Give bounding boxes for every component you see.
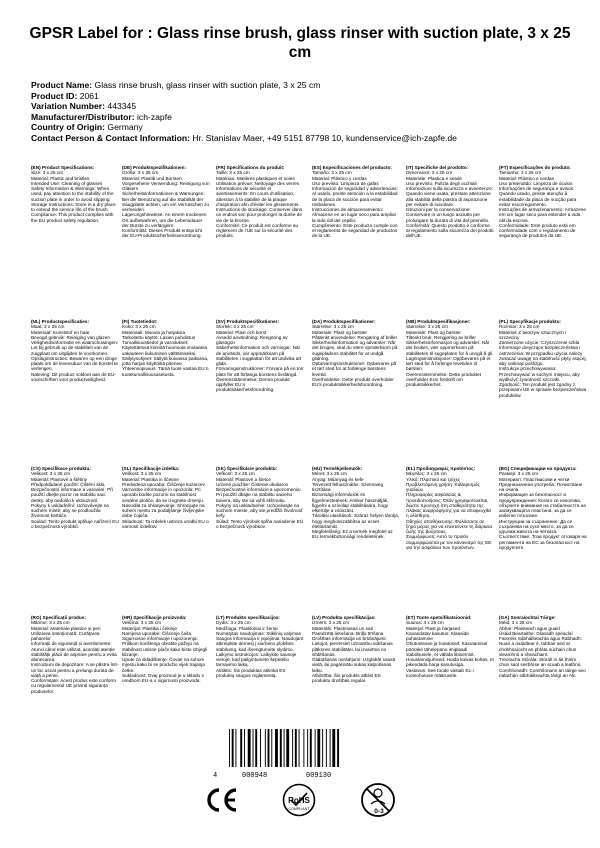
product-info (31, 80, 591, 144)
barcode-bar (307, 729, 308, 767)
spec-heading: (ES) Especificaciones del producto: (312, 165, 392, 170)
barcode-bar (268, 729, 270, 767)
barcode (227, 729, 367, 767)
barcode-bar (253, 729, 254, 767)
spec-heading: (GA) Sonraíochtaí Táirge: (499, 615, 556, 620)
spec-body: Veličina: 3 x 25 cm Materijal: Plastika i čekinje Namjena uporabe: Čišćenje čaša Sigurnosne informacije i upozorenja: Prilikom korištenja obratite pažnju na stabilnost usisne ploče kako biste izbjegli klizanje. Upute za skladištenje: Čuvati na suhom mjestu kako bi se produžio vijek trajanja četke. Sukladnost: Ovaj proizvod je u skladu s uredbom EU-a o sigurnosti proizvoda. (122, 620, 208, 683)
spec-block (406, 165, 494, 239)
barcode-bar (292, 729, 293, 767)
spec-block (499, 615, 587, 678)
barcode-bar (232, 729, 234, 767)
barcode-bar (280, 729, 282, 767)
spec-body: Koko: 3 x 25 cm Materiaali: Muovia ja harjaksia Tarkoitettu käyttö: Lasien puhdistus Turvallisuustiedot ja varoitukset: Käytettäessä kiinnitä huomiota imulaatan vakauteen liukumisen välttämiseksi. Säilytysohjeet: Säilytä kuivassa paikassa, jotta harjan käyttöikä pitenee. Yhteensopivuus: Tämä tuote vastaa EU:n tuoteturvallisuusasetusta. (122, 324, 209, 377)
barcode-bar (244, 729, 245, 767)
info-line (31, 122, 591, 133)
spec-body: Méid: 3 x 25 cm Ábhar: Plaisteach agus guairí Úsáid Beartaithe: Glanadh spéaclaí Faisnéis Sábháilteachta agus Rabhadh: Nuair a úsáidtear é, tabhair aird ar chobhsaíocht an phláta súchain chun sleamhnú a sheachaint. Treoracha Stórála: Stóráil in áit thirim chun saol seirbhíse an scuab a leathnú. Comhlíonadh: Comhlíonann an táirge seo rialachán sábháilteachta táirgí an AE. (499, 620, 586, 678)
spec-body: Mărime: 3 x 25 cm Material: Materiale plastice și peri Utilizarea intenționată: Curățarea paharelor Informații de siguranță și avertismente: Atunci când este utilizat, acordați atenție stabilității plăcii de aspirare pentru a evita alunecarea. Instrucțiuni de depozitare: A se păstra într-un loc uscat pentru a prelungi durata de viață a periei. Conformitate: Acest produs este conform cu regulamentul UE privind siguranța produselor. (31, 620, 119, 694)
rohs-compliant-text: COMPLIANT (288, 807, 310, 811)
spec-body: Μέγεθος: 3 x 25 cm Υλικό: Πλαστικό και τρίχες Προβλεπόμενη χρήση: Καθαρισμός γυαλιών Πληροφορίες ασφάλειας & προειδοποιήσεις: Όταν χρησιμοποιείται, δώστε προσοχή στη σταθερότητα της πλάκας αναρρόφησης για να αποφευχθεί η ολίσθηση. Οδηγίες αποθήκευσης: Φυλάσσετε σε ξηρό μέρος για να επεκτείνετε τη διάρκεια ζωής της βούρτσας. Συμμόρφωση: Αυτό το προϊόν συμμορφώνεται με τον κανονισμό της ΕΕ για την ασφάλεια των προϊόντων. (406, 471, 493, 550)
spec-heading: (PT) Especificações do produto: (499, 165, 571, 170)
spec-heading: (FR) Spécifications du produit: (216, 165, 285, 170)
info-line (31, 91, 591, 102)
spec-block (31, 165, 119, 223)
spec-body: Dimensioni: 3 x 25 cm Materiale: Plastica e setole Uso previsto: Pulizia degli occhiali Informazioni sulla sicurezza e avvertenze: Quando viene usata, prestare attenzione alla stabilità della piastra di aspirazione per evitare di scivolare. Istruzioni per la conservazione: Conservare in un luogo asciutto per prolungare la durata di vita del pennello. Conformità: Questo prodotto è conforme al regolamento sulla sicurezza dei prodotti dell'UE. (406, 170, 494, 239)
spec-heading: (EL) Προδιαγραφές προϊόντος: (406, 466, 476, 471)
spec-body: Taille: 3 x 25 cm Matériau: Matières plastiques et soies Utilisation prévue: Nettoyage des verres Informations de sécurité et avertissements: En cours d'utilisation, attention à la stabilité de la plaque d'aspiration afin d'éviter les glissements. Instructions de stockage: Conserver dans un endroit sec pour prolonger la durée de vie de la brosse. Conformité: Ce produit est conforme au règlement de l'UE sur la sécurité des produits. (216, 170, 303, 239)
barcode-digit-1: 4 (213, 772, 218, 780)
info-value: 2061 (79, 90, 99, 101)
spec-block (312, 319, 400, 387)
info-label: Product Name: (31, 80, 93, 90)
spec-block (312, 165, 400, 239)
spec-body: Méret: 3 x 25 cm Anyag: Műanyag és kefe Tervezett felhasználás: Szemüveg tisztítása Biztonsági információk és figyelmeztetések: Amikor használják, figyelni a szívólap stabilitására, hogy elkerülje a csúszást. Tárolási utasítások: Száraz helyen tárolja, hogy meghosszabbítsa az ecset élettartamát. Megfelelőség: Ez a termék megfelel az EU termékbiztonsági rendeletének. (312, 471, 400, 540)
spec-body: Velikost: 3 x 25 cm Material: Plastika in ščetine Predvidena uporaba: Čiščenje kozarcev Varnostne informacije in opozorila: Pri uporabi bodite pozorni na stabilnost sesalne plošče, da se izognete drsenju. Navodila za shranjevanje: Shranjujte na suhem mestu za podaljšanje življenjske dobe čopiča. Skladnost: Ta izdelek ustreza uredbi EU o varnosti izdelkov. (122, 471, 209, 529)
spec-heading: (LV) Produkta specifikācijas: (312, 615, 376, 620)
spec-heading: (NB) Produktspesifikasjoner: (406, 319, 471, 324)
barcode-bar (286, 729, 289, 767)
barcode-bar (322, 729, 323, 767)
page-title: GPSR Label for : Glass rinse brush, glass rinser with suction plate, 3 x 25 cm (29, 25, 571, 61)
spec-body: Tamaño: 3 x 25 cm Material: Plástico y cerdas Uso previsto: Limpieza de gafas Información de seguridad y advertencias: Al usarlo, preste atención a la estabilidad de la placa de succión para evitar resbalones. Instrucciones de almacenamiento: Almacene en un lugar seco para ampliar la vida útil del cepillo. Cumplimiento: Este producto cumple con el reglamento de seguridad de productos de la UE. (312, 170, 398, 239)
spec-block (406, 466, 494, 550)
barcode-bar (235, 729, 236, 767)
barcode-bar (326, 729, 327, 767)
spec-heading: (CS) Specifikace produktu: (31, 466, 91, 471)
spec-block (216, 466, 304, 529)
spec-heading: (HU) Termékjellemzők: (312, 466, 363, 471)
spec-body: Maat: 3 x 25 cm Materiaal: Kunststof en haar Beoogd gebruik: Reiniging van glazen Veiligheidsinformatie en waarschuwingen: Let bij gebruik op de stabiliteit van de zuigplaat om uitglijden te voorkomen. Opslaginstructies: Bewaren op een droge plaats om de levensduur van de borstel te verlengen. Naleving: Dit product voldoet aan de EU-voorschriften voor productveiligheid. (31, 324, 119, 382)
spec-block (216, 319, 304, 393)
barcode-bar (229, 729, 230, 767)
barcode-bar (303, 729, 304, 767)
spec-block (31, 319, 119, 382)
spec-block (499, 319, 587, 398)
spec-heading: (SV) Produktspecifikationer: (216, 319, 280, 324)
spec-body: Størrelse: 3 x 25 cm Materiale: Plast og børster Påtænkt anvendelse: Rengøring af briller Sikkerhedsinformation og advarsler: Når det bruges, skal du være opmærksom på sugepladens stabilitet for at undgå glidning. Opbevaringsinstruktioner: Opbevares på et tørt sted for at forlænge børstens levetid. Overholdelse: Dette produkt overholder EU's produktsikkerhedsforordning. (312, 324, 398, 387)
info-line (31, 80, 591, 91)
spec-body: Suurus: 3 x 25 cm Materjal: Plast ja harjased Kavandatav kasutus: Klaaside puhastamine Ohutusteave ja hoiatused: Kasutamisel pöörake tähelepanu imiplaadi stabiilsusele, et vältida libisemist. Hoiustamisjuhised: Hoida kuivas kohas, et pikendada harja kasutusiga. Vastavus: See toode vastab EL-i tooteohutuse määrusele. (406, 620, 494, 678)
barcode-bar (317, 729, 320, 767)
barcode-digits-2: 000948 (242, 772, 268, 780)
barcode-bar (284, 729, 285, 767)
info-value: Glass rinse brush, glass rinser with suction plate, 3 x 25 cm (94, 80, 321, 90)
info-label: Manufacturer/Distributor: (31, 111, 135, 122)
spec-body: Tamanho: 3 x 25 cm Material: Plástico e cerdas Uso pretendido: Limpeza de óculos Informações de segurança e avisos: Quando usado, preste atenção à estabilidade da placa de sucção para evitar escorregamento. Instruções de armazenamento: Armazene em um lugar seco para estender a vida útil da escova. Conformidade: Este produto está em conformidade com o regulamento de segurança de produtos da UE. (499, 170, 587, 239)
spec-body: Größe: 3 x 25 cm Material: Plastik und Borsten Vorgesehene Verwendung: Reinigung von Gläsern Sicherheitsinformationen & Warnungen: Bei der Benutzung auf die Stabilität der Saugplatte achten, um ein Verrutschen zu vermeiden. Lagerungshinweise: An einem trockenen Ort aufbewahren, um die Lebensdauer der Bürste zu verlängern. Konformität: Dieses Produkt entspricht der EU-Produktsicherheitsverordnung. (122, 170, 210, 239)
barcode-bar (240, 729, 242, 767)
barcode-bar (332, 729, 335, 767)
info-value: ich-zapfe (137, 111, 172, 122)
info-line (31, 112, 591, 123)
spec-body: Размер: 3 x 25 cm Материал: Пластмасови и четки Предназначена употреба: Почистване на очила Информация за безопасност и предупреждения: Когато се използва, обърнете внимание на стабилността на засмукващата пластина, за да се избегне плъзгане. Инструкции за съхранение: Да се съхранява на сухо място, за да се удължи живота на четката. Съответствие: Този продукт отговаря на регламента на ЕС за безопасност на продуктите. (499, 471, 587, 550)
spec-heading: (IT) Specifiche del prodotto: (406, 165, 469, 170)
barcode-bar (315, 729, 316, 767)
spec-body: Velikost: 3 x 25 cm Materiál: Plastové a štětiny Předpokládané použití: Čištění skla Bezpečnostní informace a varování: Při použití dbejte pozor na stabilitu sací desky, aby nedošlo k uklouznutí. Pokyny k uskladnění: Uchovávejte na suchém místě, aby se prodloužila životnost kartáče. Soulad: Tento produkt splňuje nařízení EU o bezpečnosti výrobků. (31, 471, 119, 529)
info-line (31, 101, 591, 112)
barcode-bar (260, 729, 261, 767)
info-label: Product ID: (31, 90, 78, 101)
age-range-text: 0-3 (374, 808, 384, 815)
spec-block (122, 615, 210, 683)
spec-heading: (PL) Specyfikacje produktu: (499, 319, 561, 324)
spec-block (122, 466, 210, 529)
barcode-bar (271, 729, 272, 767)
spec-block (216, 165, 304, 239)
info-value: 443345 (107, 101, 137, 112)
barcode-bar (248, 729, 251, 767)
spec-body: Størrelse: 3 x 25 cm Materiale: Plast og børster Tiltenkt bruk: Rengjøring av briller Sikkerhetsinformasjon og advarsler: Når det brukes, vær oppmerksom på stabiliteten til sugeplaten for å unngå å gli. Lagringsinstruksjoner: Oppbevares på et tørt sted for å forlenge levetiden til børsten. Overensstemmelse: Dette produktet overholder EUs forskrift om produktsikkerhet. (406, 324, 494, 387)
rohs-icon (282, 783, 316, 817)
age-0-3-warning-icon (360, 782, 396, 818)
ce-mark-icon (205, 787, 239, 813)
spec-heading: (NL) Productspecificaties: (31, 319, 90, 324)
spec-heading: (EN) Product Specifications: (31, 165, 95, 170)
barcode-bar (265, 729, 266, 767)
barcode-bar (310, 729, 312, 767)
info-label: Country of Origin: (31, 122, 105, 133)
barcode-digits-3: 009130 (306, 772, 332, 780)
spec-heading: (SL) Specifikacije izdelka: (122, 466, 180, 471)
spec-body: Rozmiar: 3 x 25 cm Materiał: Z tworzyw sztucznych i szczeciny Zamierzone użycie: Czyszczenie szkła Informacje dotyczące bezpieczeństwa i ostrzeżenia: W przypadku użycia należy zwracać uwagę na stabilność płyty ssącej, aby uniknąć poślizgu. Instrukcje przechowywania: Przechowywać w suchym miejscu, aby wydłużyć żywotność szczotki. Zgodność: Ten produkt jest zgodny z przepisami UE w sprawie bezpieczeństwa produktów. (499, 324, 587, 398)
spec-heading: (HR) Specifikacije proizvoda: (122, 615, 187, 620)
spec-body: Veľkosť: 3 x 25 cm Materiál: Plastové a štetce Určené použitie: Čistenie okuliarov Bezpečnostné informácie a upozornenia: Pri použití dbajte na stabilitu sacieho taniera, aby ste sa vyhli skĺznutiu. Pokyny na uskladnenie: Uchovávajte na suchom mieste, aby ste predĺžili životnosť kefy. Súlad: Tento výrobok spĺňa nariadenie EÚ o bezpečnosti výrobkov. (216, 471, 304, 529)
info-label: Variation Number: (31, 101, 106, 112)
spec-block (312, 615, 400, 683)
barcode-bar (337, 729, 339, 767)
spec-block (31, 466, 119, 529)
spec-block (216, 615, 304, 678)
rohs-text: RoHS (288, 796, 310, 805)
info-value: Germany (107, 122, 143, 133)
spec-block (499, 165, 587, 239)
barcode-bar (255, 729, 257, 767)
spec-block (406, 319, 494, 387)
spec-heading: (DE) Produktspezifikationen: (122, 165, 187, 170)
info-value: Hr. Stanislav Maer, +49 5151 87798 10, kundenservice@ich-zapfe.de (192, 132, 457, 143)
spec-body: Izmērs: 3 x 25 cm Materiāls: Plastmasas un sari Paredzētā lietošana: Brilļu tīrīšana Drošības informācija un brīdinājumi: Lietojot, pievērsiet uzmanību sūkšanas plāksnes stabilitātei, lai izvairītos no slīdēšanas. Glabāšanas norādījumi: Uzglabāt sausā vietā, lai pagarinātu sukas kalpošanas laiku. Atbilstība: Šis produkts atbilst ES produktu drošības regulai. (312, 620, 396, 683)
spec-heading: (DA) Produktspecifikationer: (312, 319, 376, 324)
spec-block (406, 615, 494, 678)
spec-heading: (BG) Спецификации на продукта: (499, 466, 577, 471)
spec-heading: (SK) Špecifikácie produktu: (216, 466, 278, 471)
spec-block (499, 466, 587, 550)
spec-heading: (LT) Produkto specifikacijos: (216, 615, 280, 620)
spec-body: Size: 3 x 25 cm Material: Plastic and bristles Intended Use: Cleaning of glasses Safety Information & Warnings: When used, pay attention to the stability of the suction plate in order to avoid slipping. Storage Instructions: Store in a dry place to extend the service life of the brush. Compliance: This product complies with the EU product safety regulation. (31, 170, 116, 223)
spec-heading: (ET) Toote spetsifikatsioonid: (406, 615, 472, 620)
info-line (31, 133, 591, 144)
spec-heading: (RO) Specificații produs: (31, 615, 86, 620)
spec-block (312, 466, 400, 540)
info-label: Contact Person & Contact Information: (31, 132, 190, 143)
spec-block (31, 615, 119, 694)
barcode-bar (275, 729, 278, 767)
barcode-bar (330, 729, 331, 767)
spec-body: Storlek: 3 x 25 cm Material: Plast och borst Avsedd användning: Rengöring av glasögon Säkerhetsinformation och varningar: När de används, var uppmärksam på stabiliteten i sugplattan för att undvika att glida. Förvaringsinstruktioner: Förvara på en torr plats för att förlänga borstens livslängd. Överensstämmelse: Denna produkt uppfyller EU:s produktsäkerhetsförordning. (216, 324, 304, 393)
spec-body: Dydis: 3 x 25 cm Medžiaga: Plastikiniai ir šeriai Numatytas naudojimas: Stiklinių valymas Saugos informacija ir įspėjimai: Naudojant atkreipkite dėmesį į siurbimo plokštės stabilumą, kad išvengtumėte slydimo. Laikymo instrukcijos: Laikykite sausoje vietoje, kad pailgintumėte šepetėlio tarnavimo laiką. Atitiktis: Šis produktas atitinka ES produktų saugos reglamentą. (216, 620, 304, 678)
barcode-bar (299, 729, 300, 767)
spec-block (122, 165, 210, 239)
spec-heading: (FI) Tuotetiedot: (122, 319, 158, 324)
barcode-bar (295, 729, 297, 767)
spec-block (122, 319, 210, 377)
